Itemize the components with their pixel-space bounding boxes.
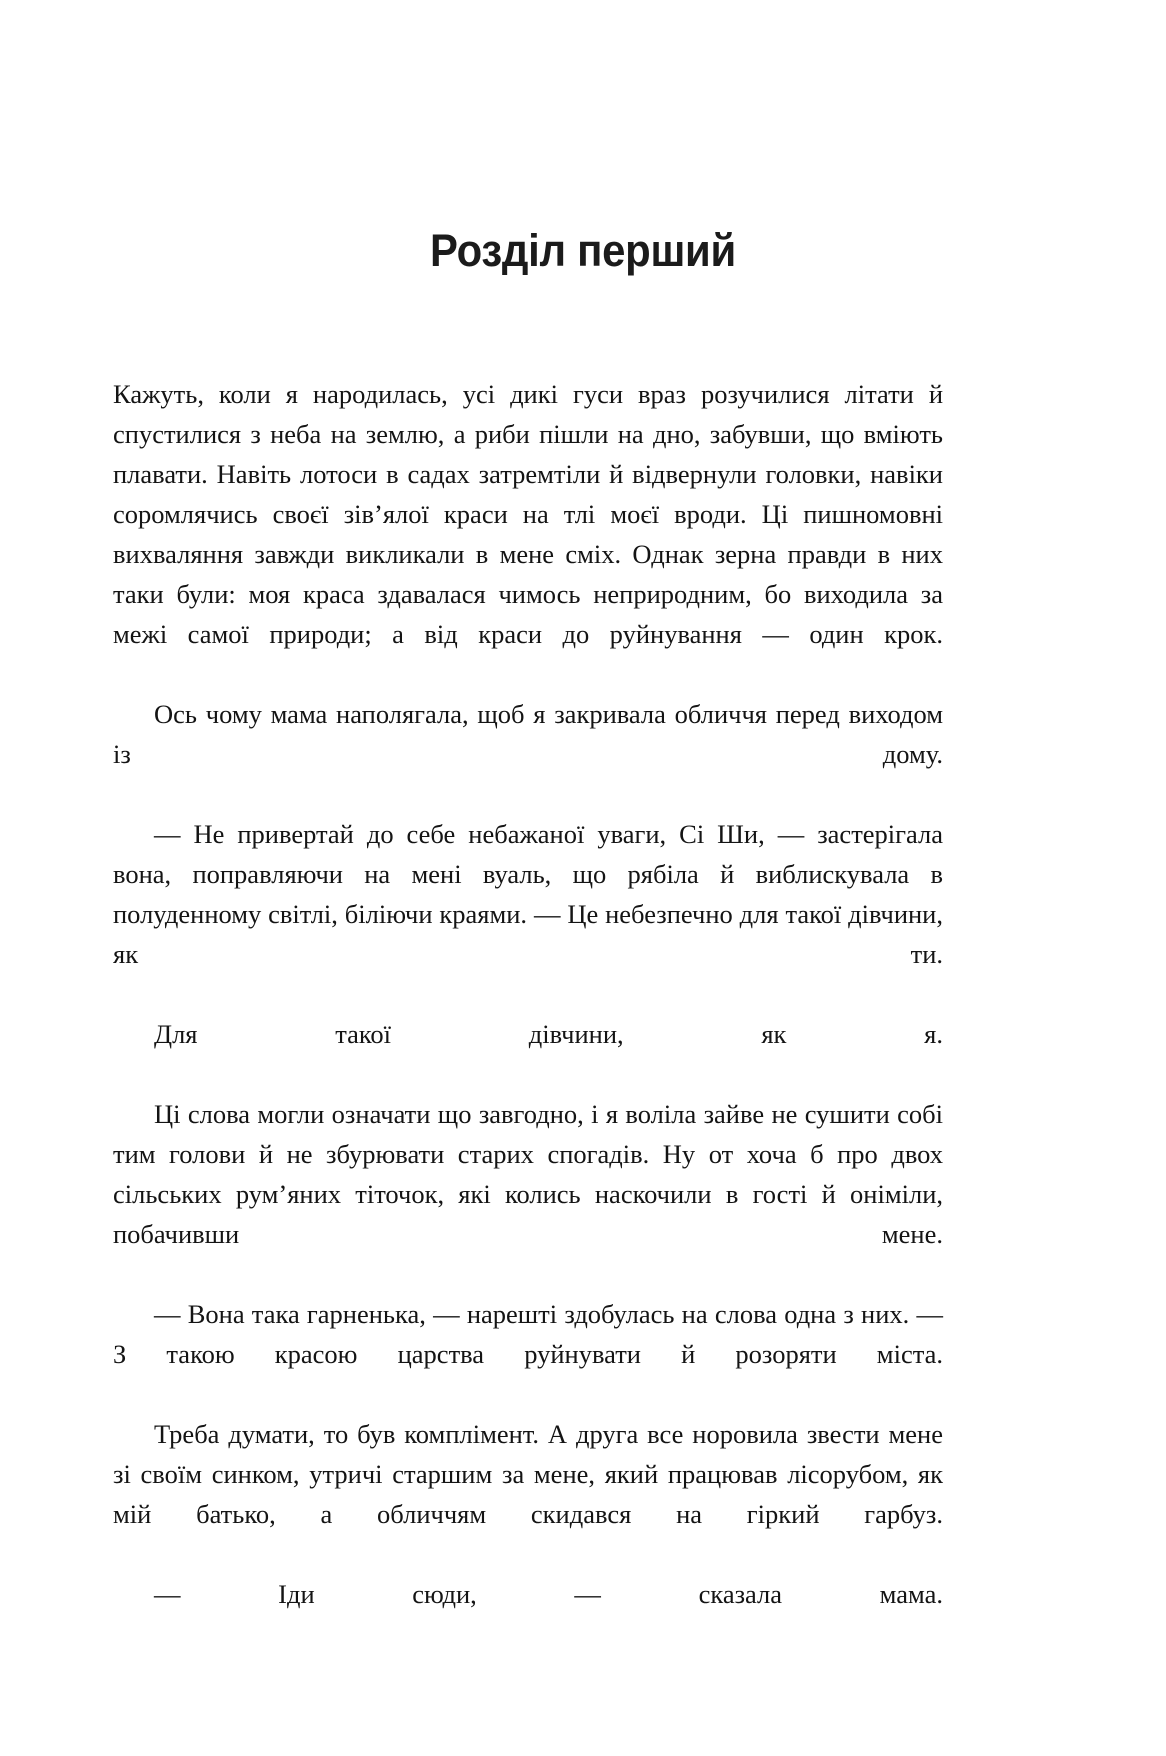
paragraph-dialogue: — Не привертай до себе небажаної уваги, Сі Ши, — застерігала вона, поправляючи на мені вуаль, що рябіла й виблискувала в полуденному світлі, біліючи краями. — Це небезпечно для такої дівчини, як ти.	[113, 819, 943, 969]
paragraph: Для такої дівчини, як я.	[154, 1019, 943, 1049]
paragraph: Треба думати, то був комплімент. А друга все норовила звести мене зі своїм синком, утричі старшим за мене, який працював лісорубом, як мій батько, а обличчям скидався на гіркий гарбуз.	[113, 1419, 943, 1529]
paragraph-dialogue: — Вона така гарненька, — нарешті здобулась на слова одна з них. — З такою красою царства руйнувати й розоряти міста.	[113, 1299, 943, 1369]
paragraph: Кажуть, коли я народилась, усі дикі гуси враз розучилися літати й спустилися з неба на землю, а риби пішли на дно, забувши, що вміють плавати. Навіть лотоси в садах затремтіли й відвернули головки, навіки соромлячись своєї зів’ялої краси на тлі моєї вроди. Ці пишномовні вихваляння завжди викликали в мене сміх. Однак зерна правди в них таки були: моя краса здавалася чимось неприродним, бо виходила за межі самої природи; а від краси до руйнування — один крок.	[113, 379, 943, 649]
chapter-heading: Розділ перший	[430, 225, 736, 277]
body-text-block	[113, 374, 943, 1654]
paragraph-dialogue: — Іди сюди, — сказала мама.	[154, 1579, 943, 1609]
paragraph: Ось чому мама наполягала, щоб я закривала обличчя перед виходом із дому.	[113, 699, 943, 769]
paragraph: Ці слова могли означати що завгодно, і я воліла зайве не сушити собі тим голови й не збурювати старих спогадів. Ну от хоча б про двох сільських рум’яних тіточок, які колись наскочили в гості й оніміли, побачивши мене.	[113, 1099, 943, 1249]
